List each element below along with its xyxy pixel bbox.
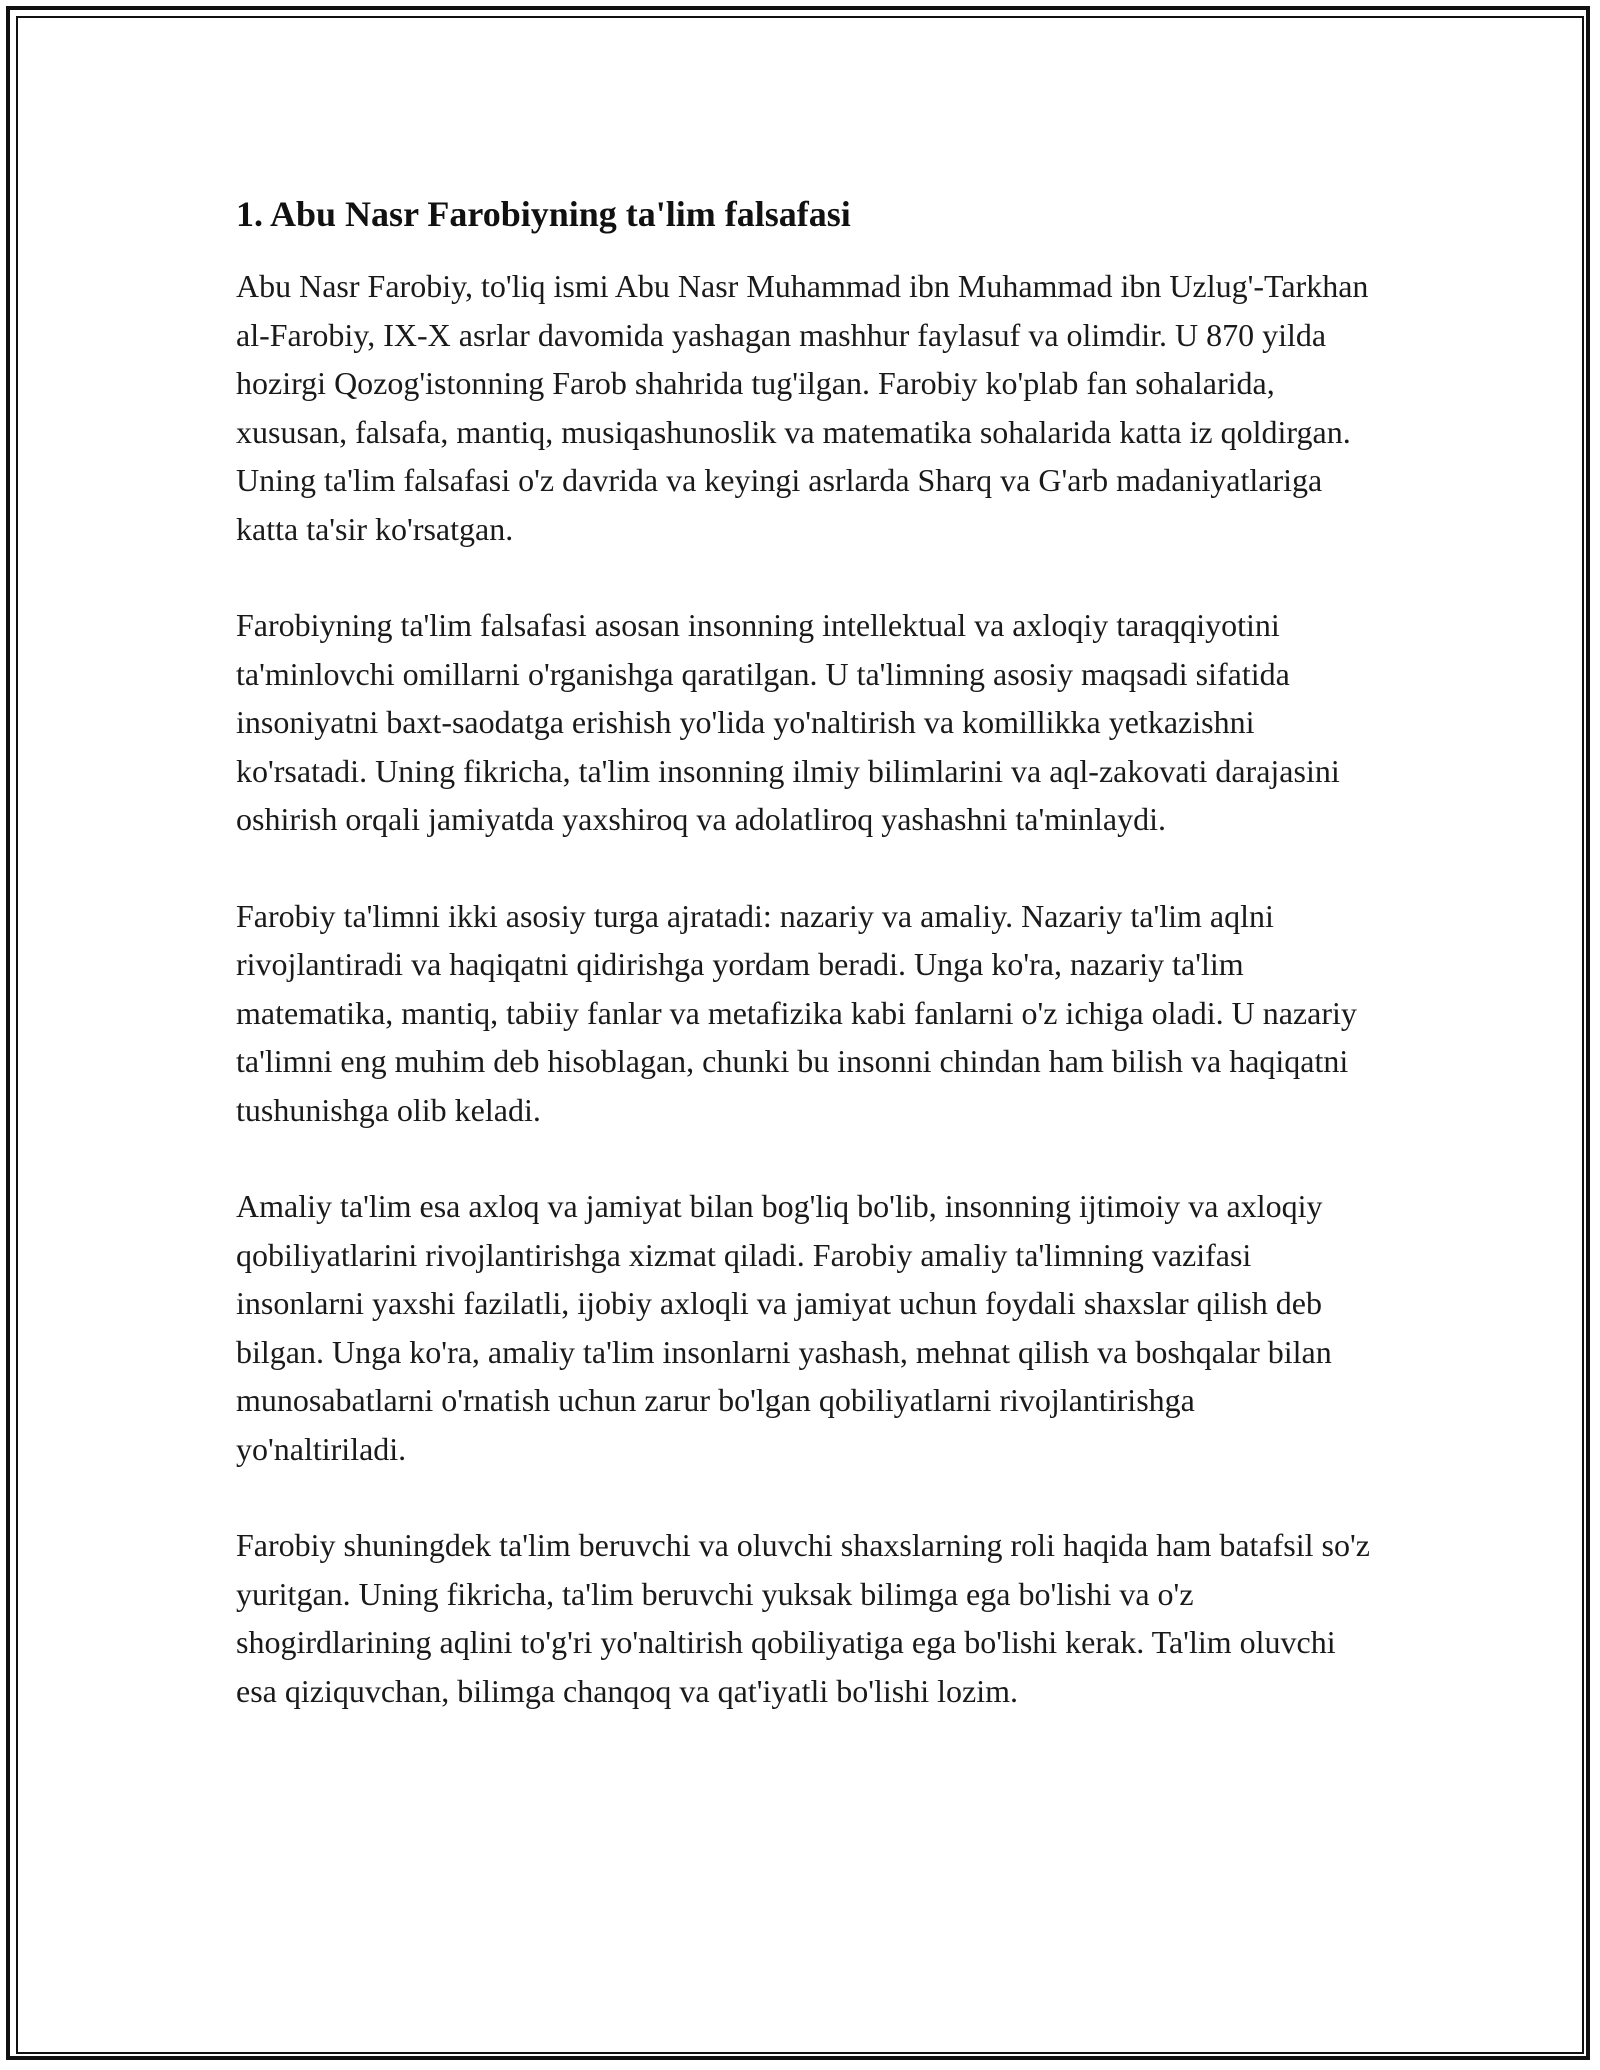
paragraph-intro: Abu Nasr Farobiy, to'liq ismi Abu Nasr Muhammad ibn Muhammad ibn Uzlug'-Tarkhan al-Farobiy, IX-X asrlar davomida yashagan mashhur faylasuf va olimdir. U 870 yilda hozirgi Qozog'istonning Farob shahrida tug'ilgan. Farobiy ko'plab fan sohalarida, xususan, falsafa, mantiq, musiqashunoslik va matematika sohalarida katta iz qoldirgan. Uning ta'lim falsafasi o'z davrida va keyingi asrlarda Sharq va G'arb madaniyatlariga katta ta'sir ko'rsatgan.	[236, 268, 1369, 547]
paragraph-practical: Amaliy ta'lim esa axloq va jamiyat bilan bog'liq bo'lib, insonning ijtimoiy va axloqiy qobiliyatlarini rivojlantirishga xizmat qiladi. Farobiy amaliy ta'limning vazifasi insonlarni yaxshi fazilatli, ijobiy axloqli va jamiyat uchun foydali shaxslar qilish deb bilgan. Unga ko'ra, amaliy ta'lim insonlarni yashash, mehnat qilish va boshqalar bilan munosabatlarni o'rnatish uchun zarur bo'lgan qobiliyatlarni rivojlantirishga yo'naltiriladi.	[236, 1188, 1332, 1467]
section-heading: 1. Abu Nasr Farobiyning ta'lim falsafasi	[236, 194, 851, 234]
paragraph-teacher-student: Farobiy shuningdek ta'lim beruvchi va oluvchi shaxslarning roli haqida ham batafsil so'z yuritgan. Uning fikricha, ta'lim beruvchi yuksak bilimga ega bo'lishi va o'z shogirdlarining aqlini to'g'ri yo'naltirish qobiliyatiga ega bo'lishi kerak. Ta'lim oluvchi esa qiziquvchan, bilimga chanqoq va qat'iyatli bo'lishi lozim.	[236, 1527, 1370, 1709]
paragraph-theoretical: Farobiy ta'limni ikki asosiy turga ajratadi: nazariy va amaliy. Nazariy ta'lim aqlni rivojlantiradi va haqiqatni qidirishga yordam beradi. Unga ko'ra, nazariy ta'lim matematika, mantiq, tabiiy fanlar va metafizika kabi fanlarni o'z ichiga oladi. U nazariy ta'limni eng muhim deb hisoblagan, chunki bu insonni chindan ham bilish va haqiqatni tushunishga olib keladi.	[236, 897, 1357, 1128]
document-body	[236, 188, 1372, 1763]
paragraph-philosophy: Farobiyning ta'lim falsafasi asosan insonning intellektual va axloqiy taraqqiyotini ta'minlovchi omillarni o'rganishga qaratilgan. U ta'limning asosiy maqsadi sifatida insoniyatni baxt-saodatga erishish yo'lida yo'naltirish va komillikka yetkazishni ko'rsatadi. Uning fikricha, ta'lim insonning ilmiy bilimlarini va aql-zakovati darajasini oshirish orqali jamiyatda yaxshiroq va adolatliroq yashashni ta'minlaydi.	[236, 607, 1340, 837]
